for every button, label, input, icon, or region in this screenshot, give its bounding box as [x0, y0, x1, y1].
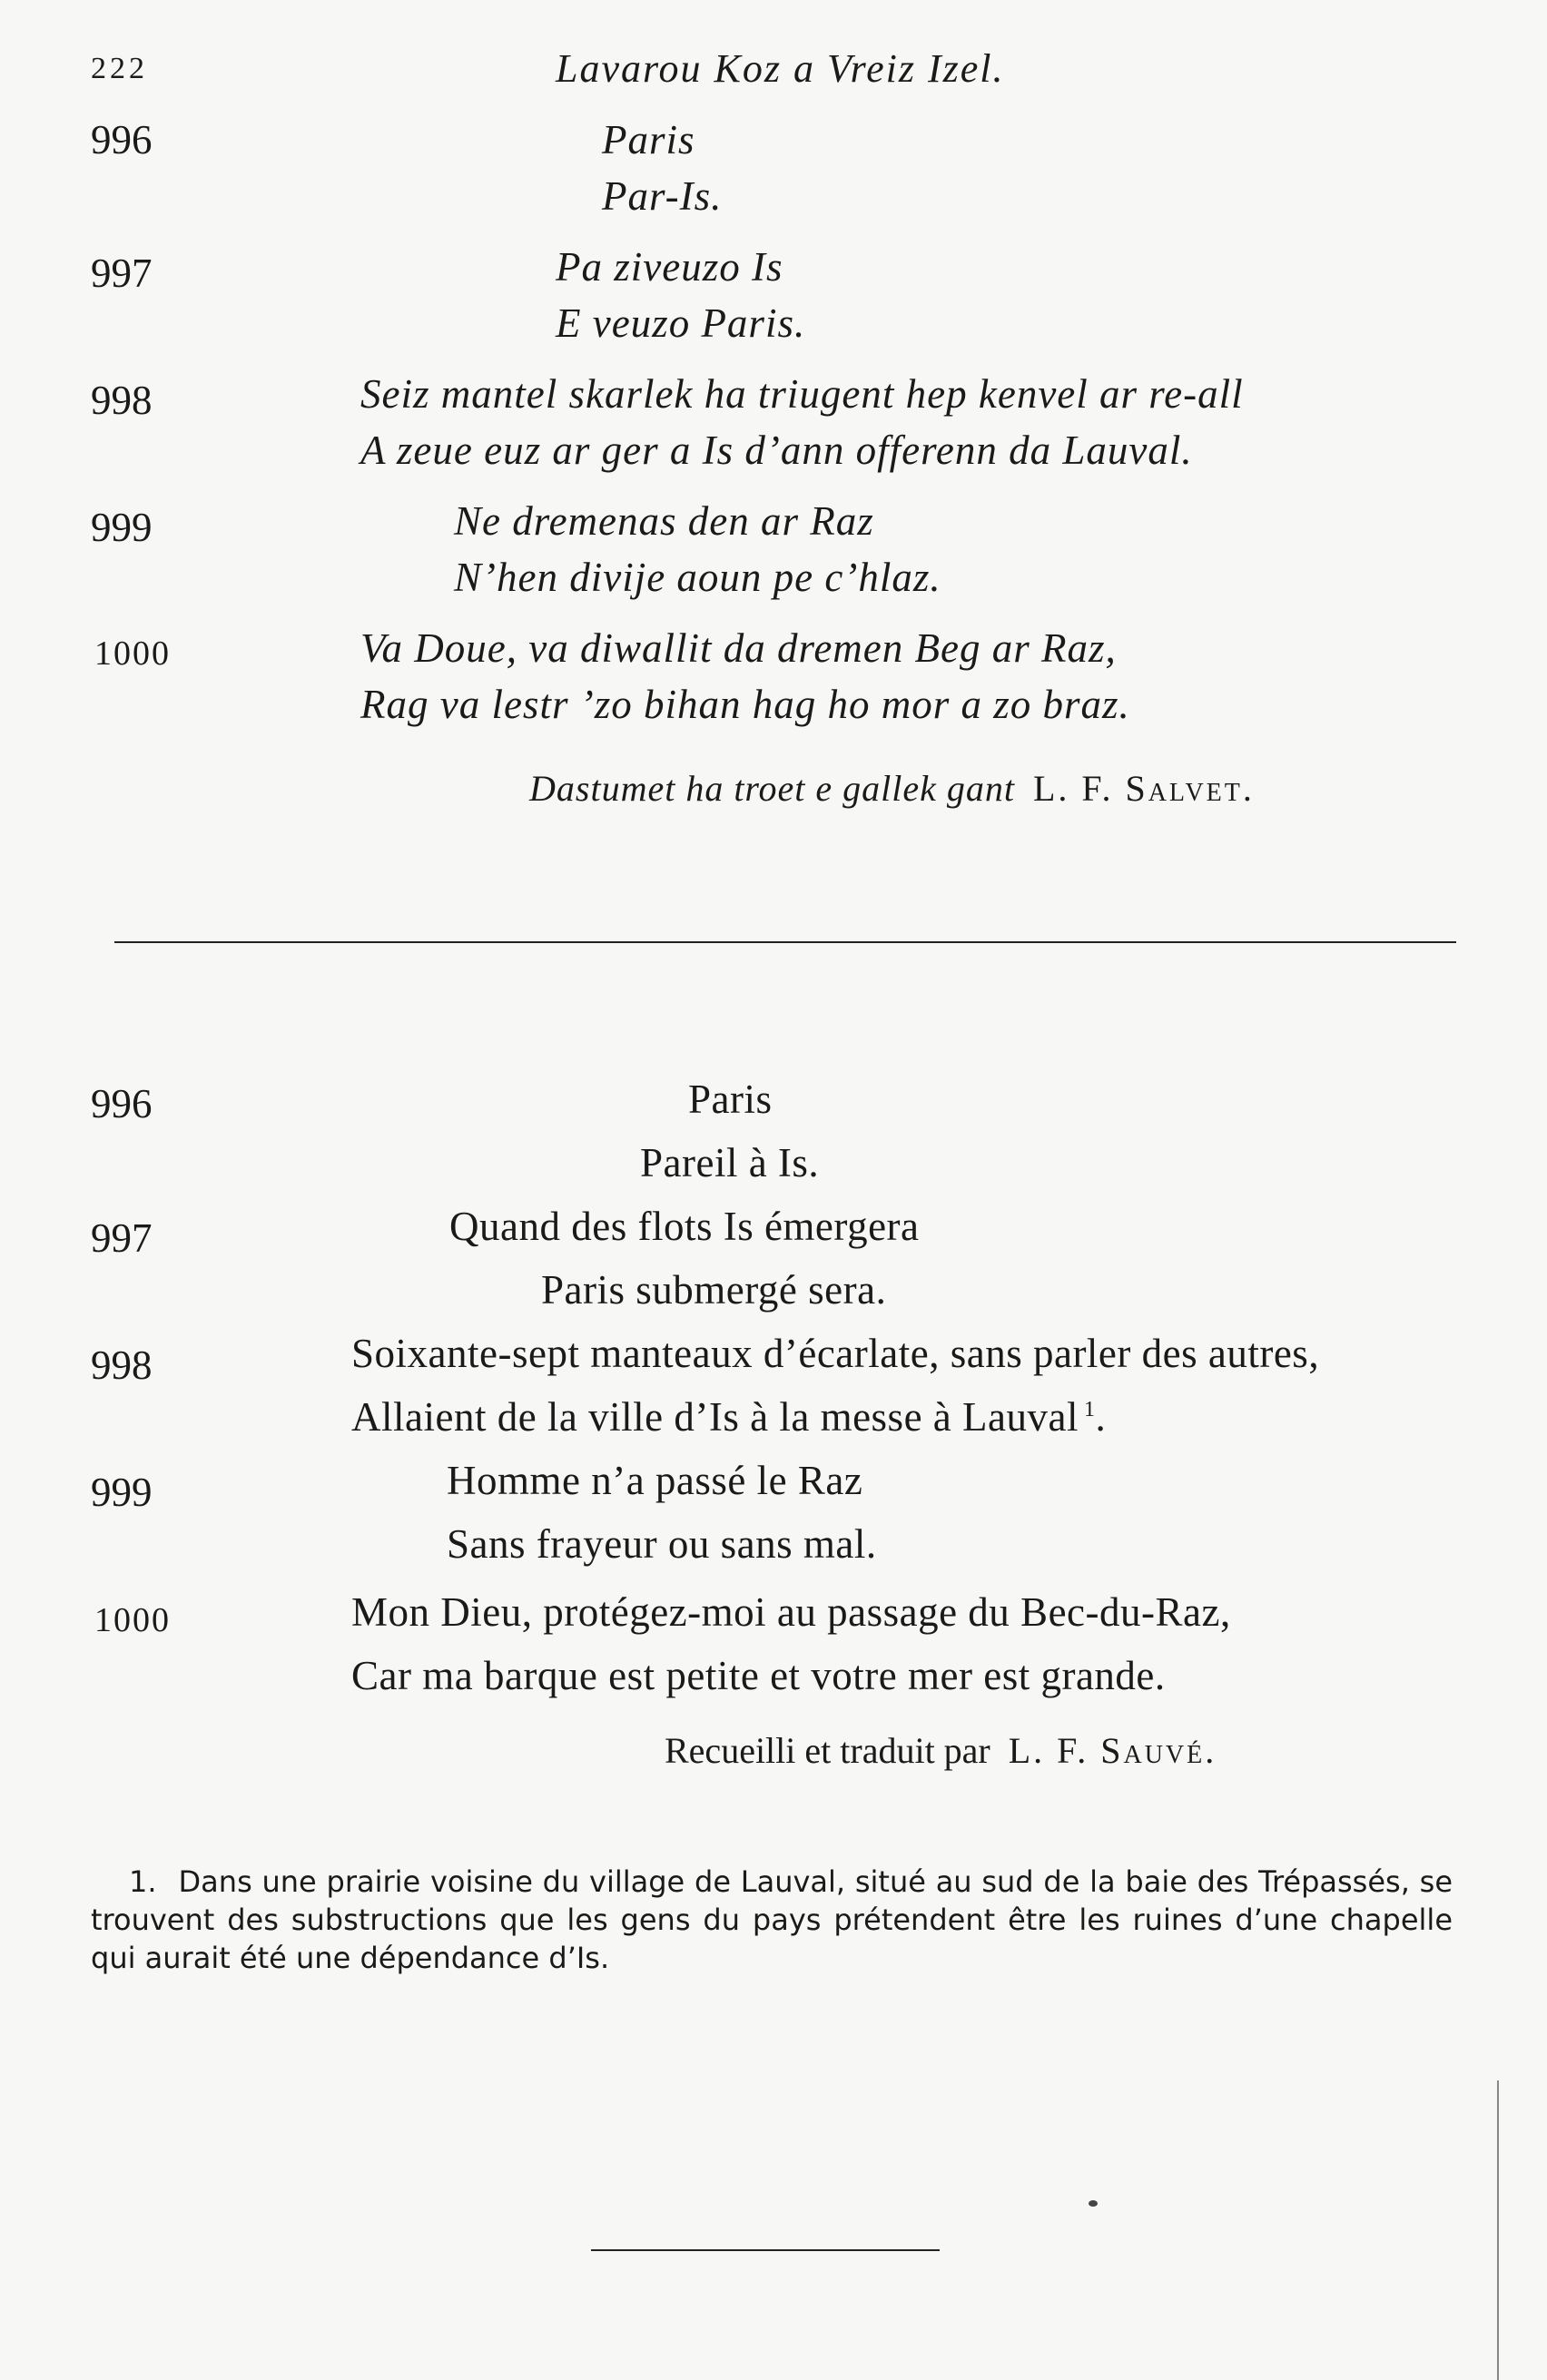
section-divider	[114, 941, 1456, 943]
verse-line: Soixante-sept manteaux d’écarlate, sans parler des autres,	[351, 1331, 1320, 1376]
footnote-marker: 1.	[129, 1864, 157, 1899]
verse-line: Homme n’a passé le Raz	[447, 1458, 863, 1503]
verse-number: 997	[91, 251, 153, 296]
verse-line: E veuzo Paris.	[556, 300, 806, 346]
verse-line: Pareil à Is.	[640, 1140, 820, 1185]
verse-line: N’hen divije aoun pe c’hlaz.	[454, 555, 941, 600]
verse-number: 996	[91, 1081, 153, 1126]
credit-name: L. F. Salvet.	[1032, 768, 1255, 809]
verse-line	[351, 1393, 1106, 1441]
verse-line: Paris submergé sera.	[541, 1267, 887, 1313]
verse-line: A zeue euz ar ger a Is d’ann offerenn da Lauval.	[360, 428, 1193, 473]
page-edge	[1497, 2080, 1499, 2380]
verse-line: Quand des flots Is émergera	[449, 1204, 920, 1249]
verse-number: 999	[91, 1470, 153, 1515]
verse-line: Paris	[688, 1077, 773, 1122]
verse-number: 1000	[94, 634, 171, 673]
verse-number: 999	[91, 505, 153, 550]
verse-number: 998	[91, 1342, 153, 1388]
verse-punctuation: .	[1095, 1394, 1107, 1440]
verse-line: Car ma barque est petite et votre mer est grande.	[351, 1653, 1166, 1698]
footnote	[91, 1863, 1453, 1977]
verse-line: Ne dremenas den ar Raz	[454, 498, 874, 544]
page-number: 222	[91, 52, 148, 85]
verse-number: 998	[91, 378, 153, 423]
verse-text: Allaient de la ville d’Is à la messe à Lauval	[351, 1394, 1079, 1440]
verse-line: Paris	[602, 117, 695, 162]
verse-line: Va Doue, va diwallit da dremen Beg ar Raz,	[360, 625, 1117, 671]
french-credit	[665, 1729, 1217, 1772]
verse-line: Mon Dieu, protégez-moi au passage du Bec-du-Raz,	[351, 1589, 1231, 1635]
running-title: Lavarou Koz a Vreiz Izel.	[556, 46, 1005, 91]
verse-number: 997	[91, 1215, 153, 1261]
verse-line: Seiz mantel skarlek ha triugent hep kenvel ar re-all	[360, 371, 1244, 417]
verse-number: 1000	[94, 1601, 171, 1639]
verse-line: Rag va lestr ’zo bihan hag ho mor a zo braz.	[360, 682, 1130, 727]
footnote-ref: 1	[1083, 1398, 1096, 1421]
credit-text: Dastumet ha troet e gallek gant	[529, 768, 1015, 809]
end-rule	[591, 2249, 940, 2251]
footnote-text: Dans une prairie voisine du village de Lauval, situé au sud de la baie des Trépassés, se trouvent des substructions que les gens du pays prétendent être les ruines d’une chapelle qui aurait été une dépendance d’Is.	[91, 1864, 1453, 1975]
ink-speck	[1089, 2200, 1098, 2207]
verse-line: Par-Is.	[602, 173, 723, 219]
credit-name: L. F. Sauvé.	[1008, 1730, 1217, 1771]
verse-line: Sans frayeur ou sans mal.	[447, 1521, 877, 1567]
breton-credit	[529, 767, 1255, 810]
verse-line: Pa ziveuzo Is	[556, 244, 783, 290]
verse-number: 996	[91, 117, 153, 162]
credit-text: Recueilli et traduit par	[665, 1730, 990, 1771]
